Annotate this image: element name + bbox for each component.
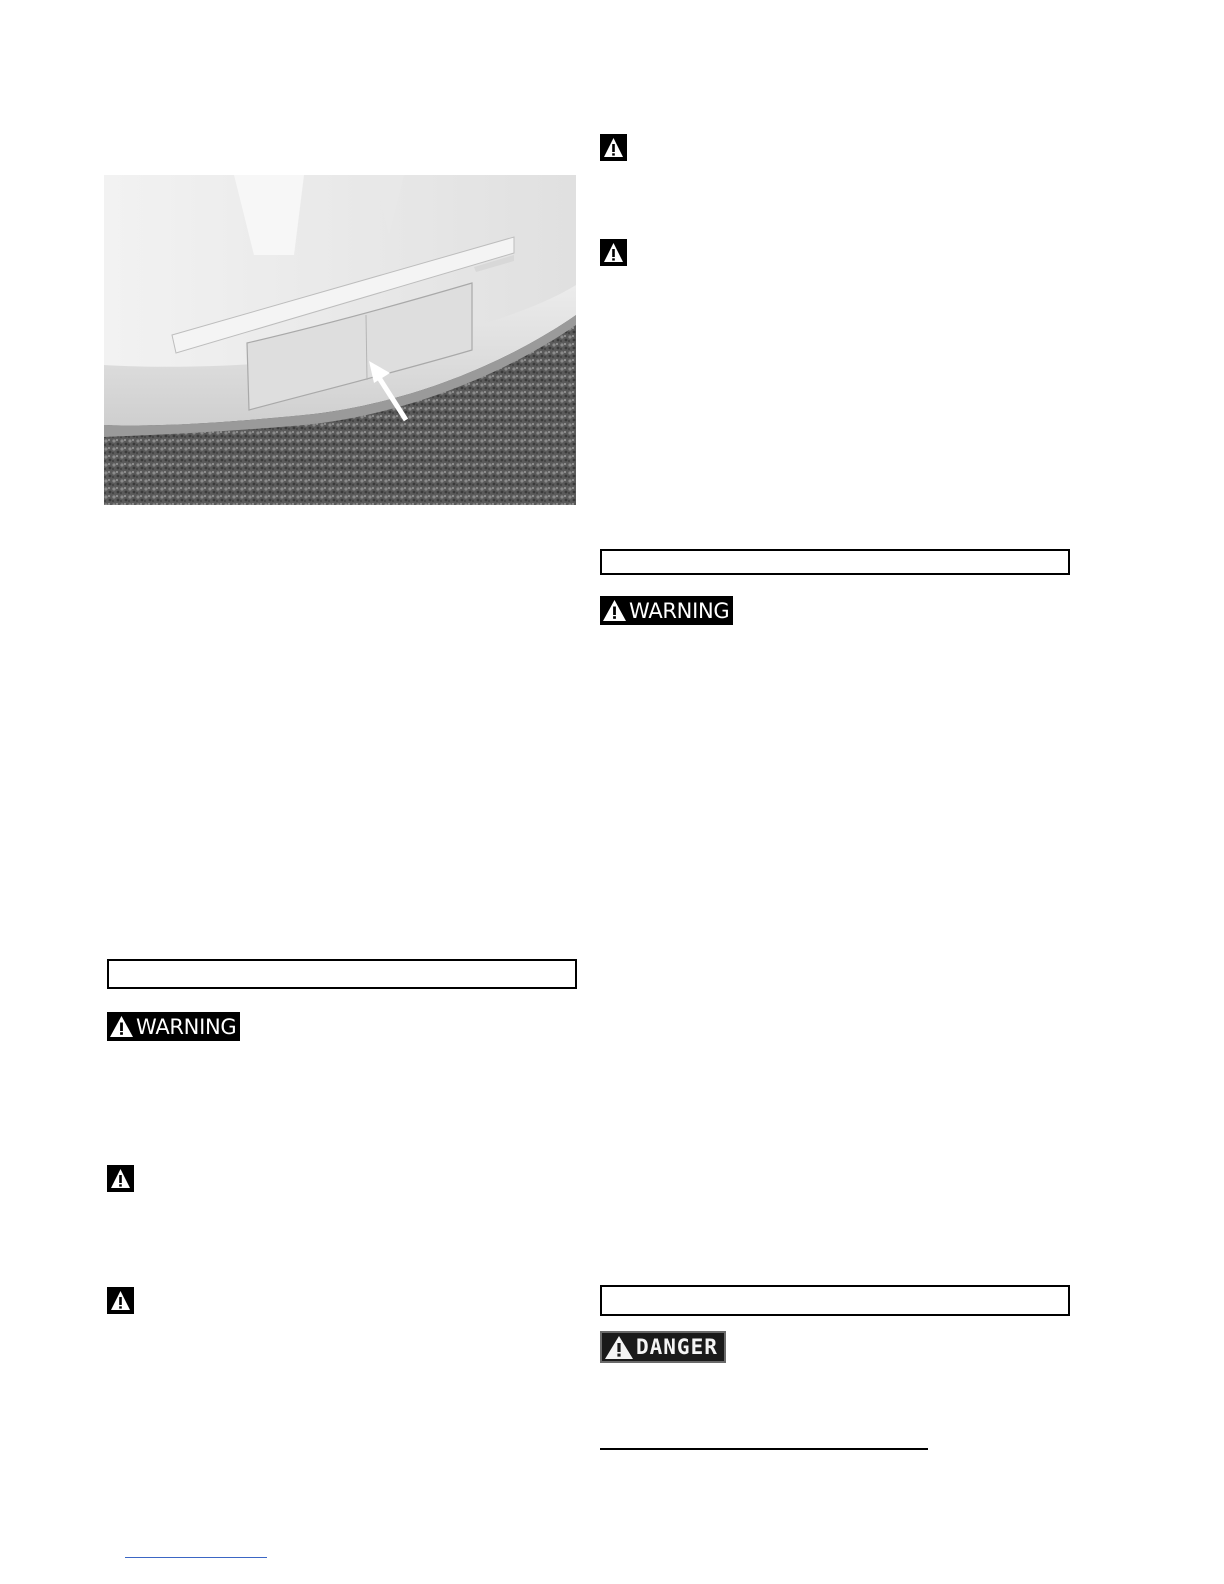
warning-text: WARNING [629,598,730,623]
safety-alert-icon [107,1287,134,1314]
danger-label [600,1331,726,1363]
section-header-box [107,959,577,989]
safety-alert-triangle-icon [603,242,624,263]
link-underline[interactable] [125,1557,267,1558]
horizontal-rule [600,1448,928,1450]
safety-alert-icon [600,134,627,161]
section-header-box [600,549,1070,575]
warning-label [600,596,733,625]
danger-triangle-icon [604,1335,634,1360]
section-header-box [600,1285,1070,1316]
safety-alert-icon [600,239,627,266]
danger-text: DANGER [636,1335,718,1359]
warning-triangle-icon [602,599,627,622]
warning-text: WARNING [136,1014,237,1039]
safety-alert-triangle-icon [603,137,624,158]
product-photo [104,175,576,505]
warning-triangle-icon [109,1015,134,1038]
safety-alert-triangle-icon [110,1168,131,1189]
safety-alert-triangle-icon [110,1290,131,1311]
base-panel-photo [104,175,576,505]
safety-alert-icon [107,1165,134,1192]
warning-label [107,1012,240,1041]
